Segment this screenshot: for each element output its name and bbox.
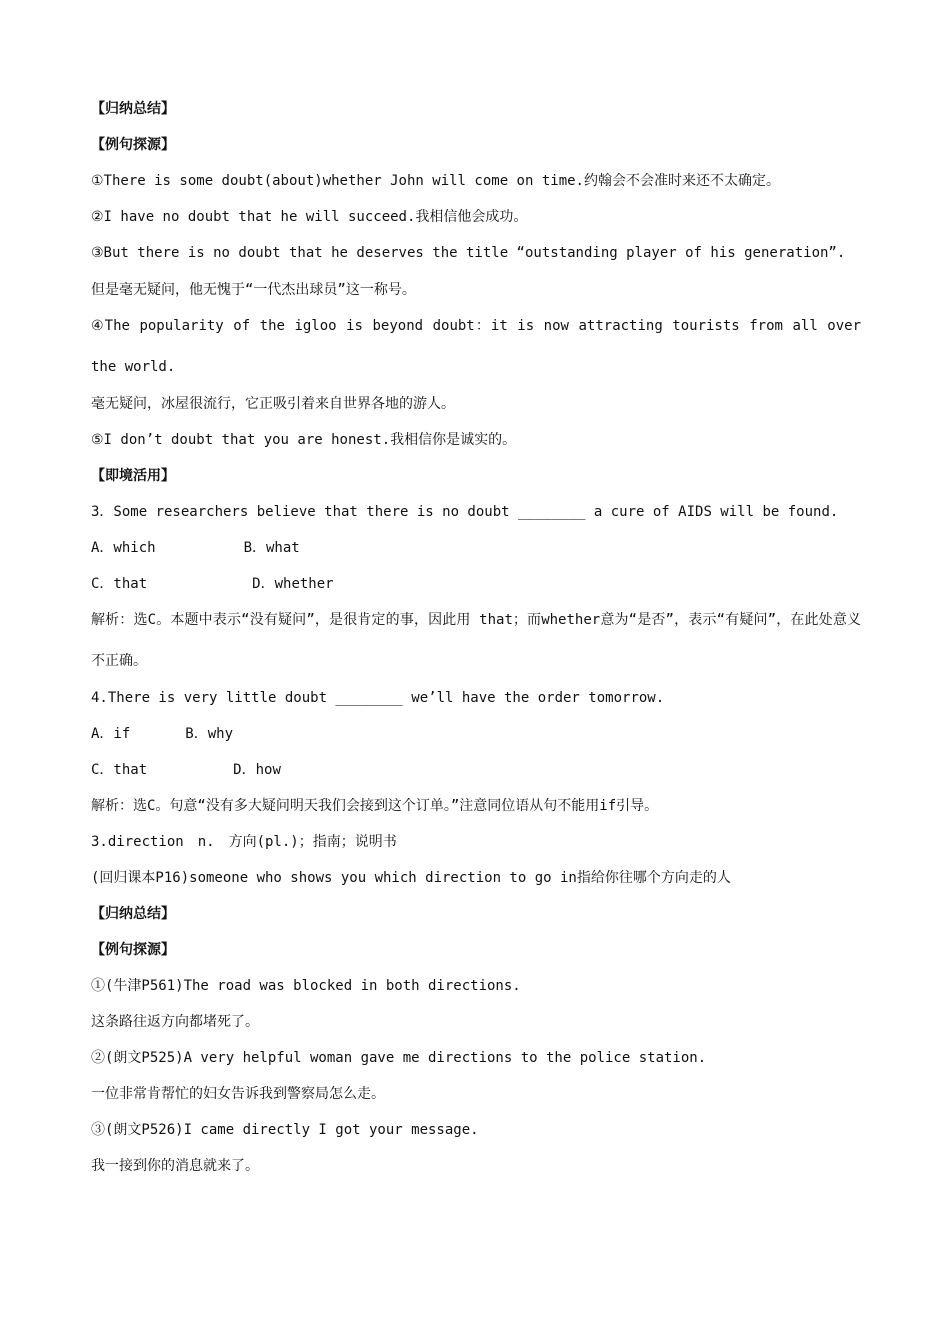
example-translation: 但是毫无疑问，他无愧于“一代杰出球员”这一称号。 — [91, 282, 416, 298]
option-d: D．whether — [252, 576, 334, 592]
option-b: B．why — [185, 726, 234, 742]
question-4-answer: 解析：选C。句意“没有多大疑问明天我们会接到这个订单。”注意同位语从句不能用if引导。 — [91, 798, 659, 814]
question-4: 4.There is very little doubt ________ we’ll have the order tomorrow. — [91, 690, 665, 706]
document-page — [91, 100, 861, 1193]
example-sentence: ⑤I don’t doubt that you are honest.我相信你是诚实的。 — [91, 432, 517, 448]
example-sentence: ②(朗文P525)A very helpful woman gave me directions to the police station. — [91, 1050, 707, 1066]
heading-examples: 【例句探源】 — [91, 137, 175, 153]
heading-summary: 【归纳总结】 — [91, 101, 175, 117]
question-4-options-ab — [91, 725, 861, 743]
example-sentence: ②I have no doubt that he will succeed.我相信他会成功。 — [91, 209, 528, 225]
question-3-options-cd — [91, 575, 861, 593]
example-sentence: ①(牛津P561)The road was blocked in both directions. — [91, 978, 521, 994]
option-c: C．that — [91, 762, 148, 778]
vocab-entry-direction: 3.direction n. 方向(pl.)；指南；说明书 — [91, 834, 397, 850]
option-a: A．if — [91, 726, 131, 742]
option-c: C．that — [91, 576, 148, 592]
option-d: D．how — [233, 762, 281, 778]
example-translation: 我一接到你的消息就来了。 — [91, 1158, 259, 1174]
question-3-answer: 解析：选C。本题中表示“没有疑问”，是很肯定的事，因此用 that；而whether意为“是否”，表示“有疑问”，在此处意义不正确。 — [91, 612, 861, 669]
question-3-options-ab — [91, 539, 861, 557]
question-3: 3．Some researchers believe that there is no doubt ________ a cure of AIDS will be found. — [91, 504, 839, 520]
example-sentence: ①There is some doubt(about)whether John will come on time.约翰会不会准时来还不太确定。 — [91, 173, 780, 189]
heading-examples: 【例句探源】 — [91, 942, 175, 958]
heading-practice: 【即境活用】 — [91, 468, 175, 484]
question-4-options-cd — [91, 761, 861, 779]
heading-summary: 【归纳总结】 — [91, 906, 175, 922]
example-translation: 这条路往返方向都堵死了。 — [91, 1014, 259, 1030]
option-a: A．which — [91, 540, 156, 556]
example-translation: 毫无疑问，冰屋很流行，它正吸引着来自世界各地的游人。 — [91, 396, 455, 412]
textbook-reference: (回归课本P16)someone who shows you which direction to go in指给你往哪个方向走的人 — [91, 870, 731, 886]
example-translation: 一位非常肯帮忙的妇女告诉我到警察局怎么走。 — [91, 1086, 385, 1102]
example-sentence: ③But there is no doubt that he deserves the title “outstanding player of his generation”. — [91, 245, 846, 261]
example-sentence: ③(朗文P526)I came directly I got your message. — [91, 1122, 479, 1138]
option-b: B．what — [243, 540, 300, 556]
example-sentence: ④The popularity of the igloo is beyond doubt：it is now attracting tourists from all over the world. — [91, 318, 861, 375]
